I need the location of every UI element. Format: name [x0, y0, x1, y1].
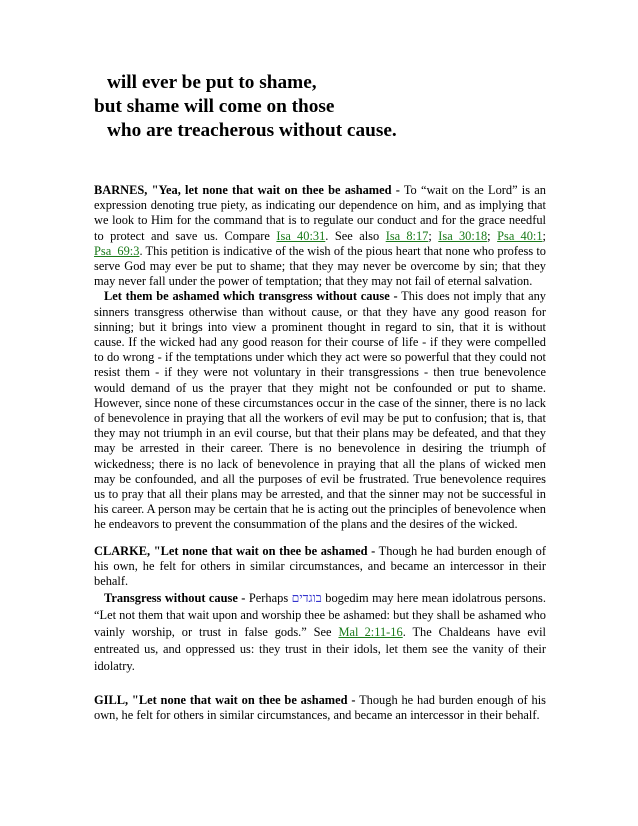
- gill-paragraph: [94, 693, 546, 723]
- text: . The Chaldeans have evil entreated us, and oppressed us: they trust in their idols, let them see the vanity of their idolatry.: [94, 624, 546, 673]
- separator: ;: [542, 228, 546, 243]
- text: bogedim may here mean idolatrous persons. “Let not them that wait upon and worship thee be ashamed: but they shall be ashamed who vainly worship, or trust in false gods.” See: [94, 590, 546, 639]
- barnes-paragraph: [94, 183, 546, 289]
- ref-link[interactable]: Psa_69:3: [94, 243, 140, 258]
- clarke-subparagraph: [94, 590, 546, 675]
- ref-link[interactable]: Isa_8:17: [385, 228, 429, 243]
- clarke-heading: CLARKE, "Let none that wait on thee be ashamed -: [94, 544, 376, 558]
- gill-text: Though he had burden enough of his own, he felt for others in similar circumstances, and became an intercessor in their behalf.: [94, 693, 546, 723]
- barnes-heading: BARNES, "Yea, let none that wait on thee be ashamed -: [94, 183, 400, 197]
- clarke-commentary: [94, 544, 546, 675]
- ref-link[interactable]: Isa_40:31: [276, 228, 326, 243]
- clarke-paragraph: [94, 544, 546, 590]
- text: . See also: [325, 228, 386, 243]
- barnes-text: To “wait on the Lord” is an expression denoting true piety, as indicating our dependence on him, and as implying that we look to Him for the command that is to regulate our conduct and for the grace needful to protect and save us. Compare: [94, 183, 546, 243]
- barnes-subtext: This does not imply that any sinners transgress otherwise than without cause, or that they have any good reason for sinning; but it brings into view a prominent thought in regard to sin, that it is without cause. If the wicked had any good reason for their course of life - if they were compelled to do wrong - if the temptations under which they act were so powerful that they could not resist them - if they were not voluntary in their transgressions - then true benevolence would demand of us the prayer that they might not be confounded or put to shame. However, since none of these circumstances occur in the case of the sinner, there is no lack of benevolence in praying that all the workers of evil may be put to confusion; that is, that they may not triumph in an evil course, but that their plans may be defeated, and that they may be arrested in their career. There is no benevolence in desiring the triumph of wickedness; there is no lack of benevolence in praying that all the plans of wicked men may be confounded, and all the purposes of evil be frustrated. True benevolence requires us to pray that all their plans may be arrested, and that the sinner may not be successful in his career. A person may be certain that he is acting out the principles of benevolence when he endeavors to prevent the consummation of the plans and the desires of the wicked.: [94, 289, 546, 532]
- verse-line: will ever be put to shame,: [107, 72, 317, 93]
- separator: ;: [428, 228, 439, 243]
- gill-heading: GILL, "Let none that wait on thee be ashamed -: [94, 693, 356, 707]
- barnes-subheading: Let them be ashamed which transgress without cause -: [104, 289, 398, 304]
- ref-link[interactable]: Psa_40:1: [497, 228, 543, 243]
- barnes-commentary: [94, 183, 546, 533]
- ref-link[interactable]: Isa_30:18: [438, 228, 488, 243]
- text: . This petition is indicative of the wish of the pious heart that none who profess to serve God may ever be put to shame; that they may never be overcome by sin; that they may never fall under the power of temptation; that they may not fail of eternal salvation.: [94, 243, 546, 289]
- verse-line: who are treacherous without cause.: [107, 120, 397, 141]
- text: Perhaps: [245, 590, 292, 605]
- barnes-subparagraph: [94, 289, 546, 532]
- verse-line: but shame will come on those: [94, 96, 335, 117]
- hebrew-word: בוגדים: [291, 590, 322, 605]
- separator: ;: [487, 228, 498, 243]
- verse-block: [94, 71, 554, 143]
- clarke-text: Though he had burden enough of his own, he felt for others in similar circumstances, and became an intercessor in their behalf.: [94, 544, 546, 589]
- clarke-subheading: Transgress without cause -: [104, 590, 246, 605]
- ref-link[interactable]: Mal_2:11-16: [338, 624, 403, 639]
- gill-commentary: [94, 693, 546, 723]
